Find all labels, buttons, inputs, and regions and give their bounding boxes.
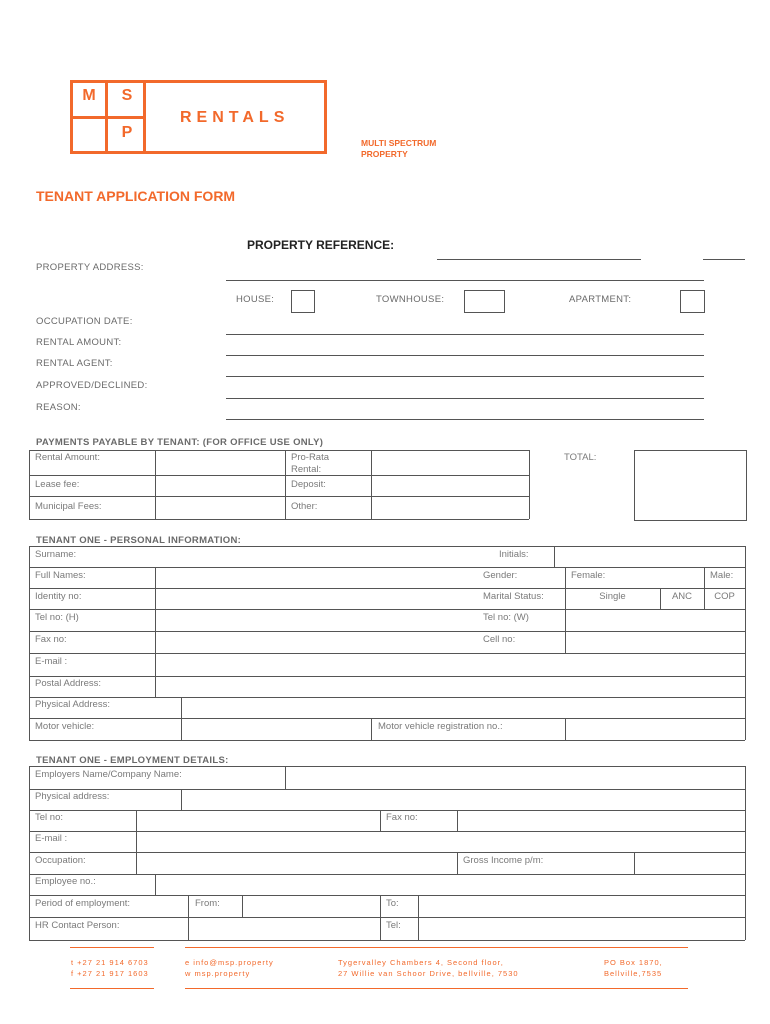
apartment-label: APARTMENT: [569,294,632,305]
hr-tel-label: Tel: [386,920,401,931]
surname-label: Surname: [35,549,77,560]
physical-address-label: Physical Address: [35,699,110,710]
employer-physical-address-label: Physical address: [35,791,110,802]
form-title: TENANT APPLICATION FORM [36,188,236,204]
property-address-label: PROPERTY ADDRESS: [36,262,144,273]
payments-total-field[interactable] [634,450,747,521]
tel-work-label: Tel no: (W) [483,612,529,623]
motor-vehicle-label: Motor vehicle: [35,721,95,732]
house-checkbox[interactable] [291,290,315,313]
footer-fax: f +27 21 917 1603 [71,969,149,978]
rental-amount-label: RENTAL AMOUNT: [36,337,122,348]
reason-label: REASON: [36,402,81,413]
tagline-line-2: PROPERTY [361,149,408,159]
initials-label: Initials: [499,549,529,560]
employment-heading: TENANT ONE - EMPLOYMENT DETAILS: [36,755,229,766]
marital-status-label: Marital Status: [483,591,544,602]
footer-address-line-1: Tygervalley Chambers 4, Second floor, [338,958,504,967]
occupation-date-label: OCCUPATION DATE: [36,316,133,327]
rental-agent-field[interactable] [226,376,704,377]
employer-email-label: E-mail : [35,833,68,844]
property-reference-suffix-field[interactable] [703,259,745,260]
marital-cop-option[interactable]: COP [714,591,735,602]
logo-letter-s: S [121,87,133,104]
footer-po-city: Bellville,7535 [604,969,663,978]
occupation-label: Occupation: [35,855,86,866]
period-to-label: To: [386,898,399,909]
employer-tel-label: Tel no: [35,812,63,823]
male-label: Male: [710,570,734,581]
logo-letter-p: P [121,124,133,141]
payments-other-label: Other: [291,501,318,512]
rental-agent-label: RENTAL AGENT: [36,358,113,369]
payments-total-label: TOTAL: [564,452,597,463]
reason-field[interactable] [226,419,704,420]
employer-fax-label: Fax no: [386,812,418,823]
payments-rental-amount-label: Rental Amount: [35,452,100,463]
postal-address-label: Postal Address: [35,678,102,689]
tagline-line-1: MULTI SPECTRUM [361,138,437,148]
footer-website[interactable]: w msp.property [185,969,251,978]
personal-info-heading: TENANT ONE - PERSONAL INFORMATION: [36,535,242,546]
employee-no-label: Employee no.: [35,876,96,887]
fax-label: Fax no: [35,634,67,645]
period-employment-label: Period of employment: [35,898,131,909]
footer-phone: t +27 21 914 6703 [71,958,149,967]
gross-income-label: Gross Income p/m: [463,855,544,866]
footer-email[interactable]: e info@msp.property [185,958,274,967]
payments-pro-rata-label: Pro-Rata [291,452,330,463]
employer-name-label: Employers Name/Company Name: [35,769,182,780]
marital-anc-option[interactable]: ANC [671,591,693,602]
footer-address-line-2: 27 Willie van Schoor Drive, bellville, 7530 [338,969,519,978]
marital-single-option[interactable]: Single [599,591,626,602]
female-label: Female: [571,570,606,581]
townhouse-label: TOWNHOUSE: [376,294,445,305]
payments-deposit-label: Deposit: [291,479,326,490]
approved-declined-field[interactable] [226,398,704,399]
motor-registration-label: Motor vehicle registration no.: [378,721,503,732]
gender-label: Gender: [483,570,518,581]
apartment-checkbox[interactable] [680,290,705,313]
rental-amount-field[interactable] [226,355,704,356]
email-label: E-mail : [35,656,68,667]
logo-letter-m: M [82,87,96,104]
townhouse-checkbox[interactable] [464,290,505,313]
hr-contact-label: HR Contact Person: [35,920,120,931]
logo-wordmark: RENTALS [180,109,290,126]
footer-po-box: PO Box 1870, [604,958,663,967]
property-reference-field[interactable] [437,259,641,260]
payments-lease-fee-label: Lease fee: [35,479,80,490]
property-address-field[interactable] [226,280,704,281]
house-label: HOUSE: [236,294,275,305]
approved-declined-label: APPROVED/DECLINED: [36,380,148,391]
identity-label: Identity no: [35,591,82,602]
property-reference-label: PROPERTY REFERENCE: [247,238,395,252]
payments-pro-rata-rental-label: Rental: [291,464,322,475]
occupation-date-field[interactable] [226,334,704,335]
full-names-label: Full Names: [35,570,86,581]
tel-home-label: Tel no: (H) [35,612,79,623]
period-from-label: From: [195,898,220,909]
cell-label: Cell no: [483,634,516,645]
payments-heading: PAYMENTS PAYABLE BY TENANT: (FOR OFFICE USE ONLY) [36,437,324,448]
payments-municipal-fees-label: Municipal Fees: [35,501,102,512]
